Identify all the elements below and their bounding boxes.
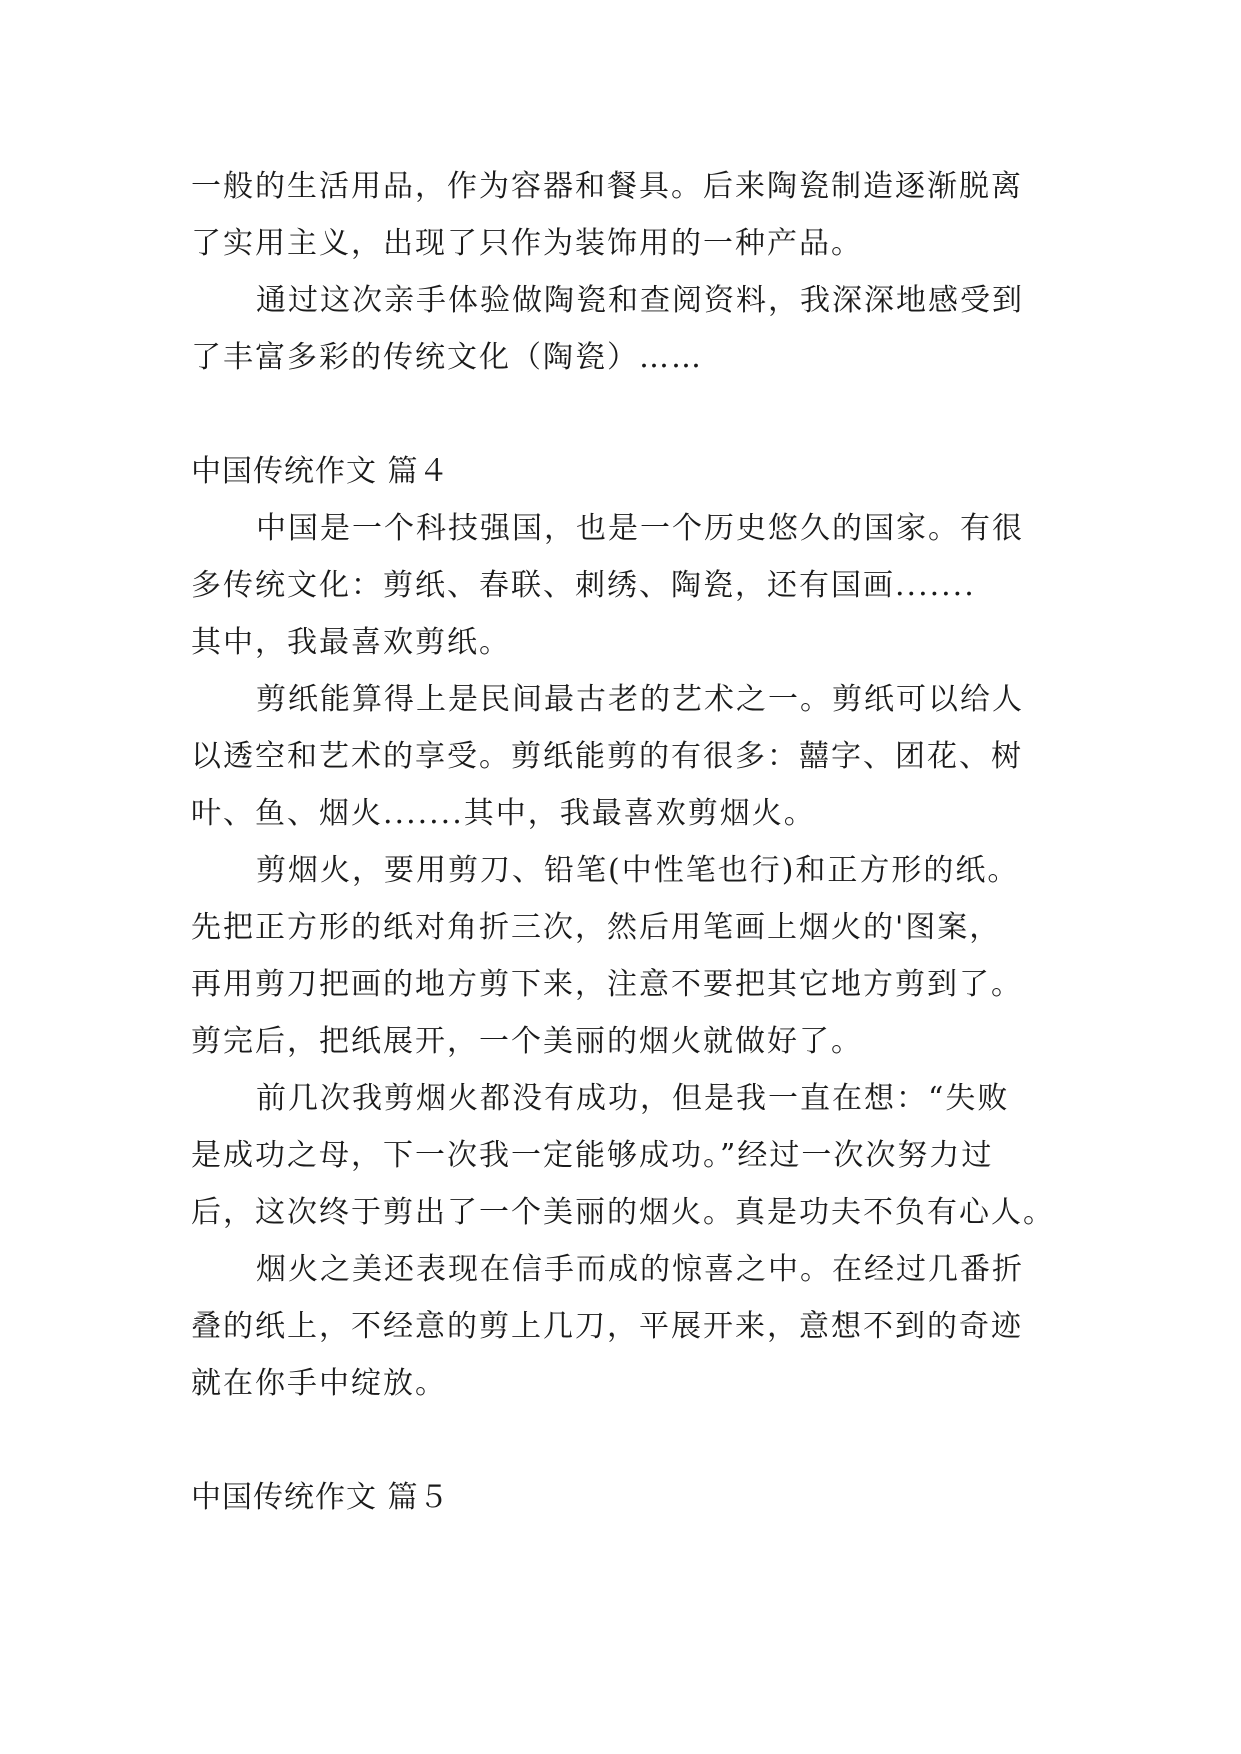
paragraph-line: 剪完后，把纸展开，一个美丽的烟火就做好了。 xyxy=(191,1024,863,1059)
paragraph-line: 后，这次终于剪出了一个美丽的烟火。真是功夫不负有心人。 xyxy=(191,1195,1055,1230)
paragraph-line: 了丰富多彩的传统文化（陶瓷）…… xyxy=(191,340,703,375)
section-heading: 中国传统作文 篇４ xyxy=(191,454,450,489)
paragraph-line: 叠的纸上，不经意的剪上几刀，平展开来，意想不到的奇迹 xyxy=(191,1309,1023,1344)
paragraph-line: 以透空和艺术的享受。剪纸能剪的有很多：囍字、团花、树 xyxy=(191,739,1023,774)
paragraph-line: 剪烟火，要用剪刀、铅笔(中性笔也行)和正方形的纸。 xyxy=(256,853,1020,888)
paragraph-line: 再用剪刀把画的地方剪下来，注意不要把其它地方剪到了。 xyxy=(191,967,1023,1002)
section-heading: 中国传统作文 篇５ xyxy=(191,1480,450,1515)
paragraph-line: 烟火之美还表现在信手而成的惊喜之中。在经过几番折 xyxy=(256,1252,1024,1287)
paragraph-line: 是成功之母，下一次我一定能够成功。”经过一次次努力过 xyxy=(191,1138,994,1173)
paragraph-line: 一般的生活用品，作为容器和餐具。后来陶瓷制造逐渐脱离 xyxy=(191,169,1023,204)
paragraph-line: 叶、鱼、烟火.......其中，我最喜欢剪烟火。 xyxy=(191,796,816,831)
paragraph-line: 通过这次亲手体验做陶瓷和查阅资料，我深深地感受到 xyxy=(256,283,1024,318)
paragraph-line: 前几次我剪烟火都没有成功，但是我一直在想：“失败 xyxy=(256,1081,1010,1116)
paragraph-line: 就在你手中绽放。 xyxy=(191,1366,447,1401)
paragraph-line: 剪纸能算得上是民间最古老的艺术之一。剪纸可以给人 xyxy=(256,682,1024,717)
paragraph-line: 其中，我最喜欢剪纸。 xyxy=(191,625,511,660)
paragraph-line: 了实用主义，出现了只作为装饰用的一种产品。 xyxy=(191,226,863,261)
paragraph-line: 多传统文化：剪纸、春联、刺绣、陶瓷，还有国画....... xyxy=(191,568,976,603)
paragraph-line: 中国是一个科技强国，也是一个历史悠久的国家。有很 xyxy=(256,511,1024,546)
paragraph-line: 先把正方形的纸对角折三次，然后用笔画上烟火的'图案， xyxy=(191,910,1002,945)
